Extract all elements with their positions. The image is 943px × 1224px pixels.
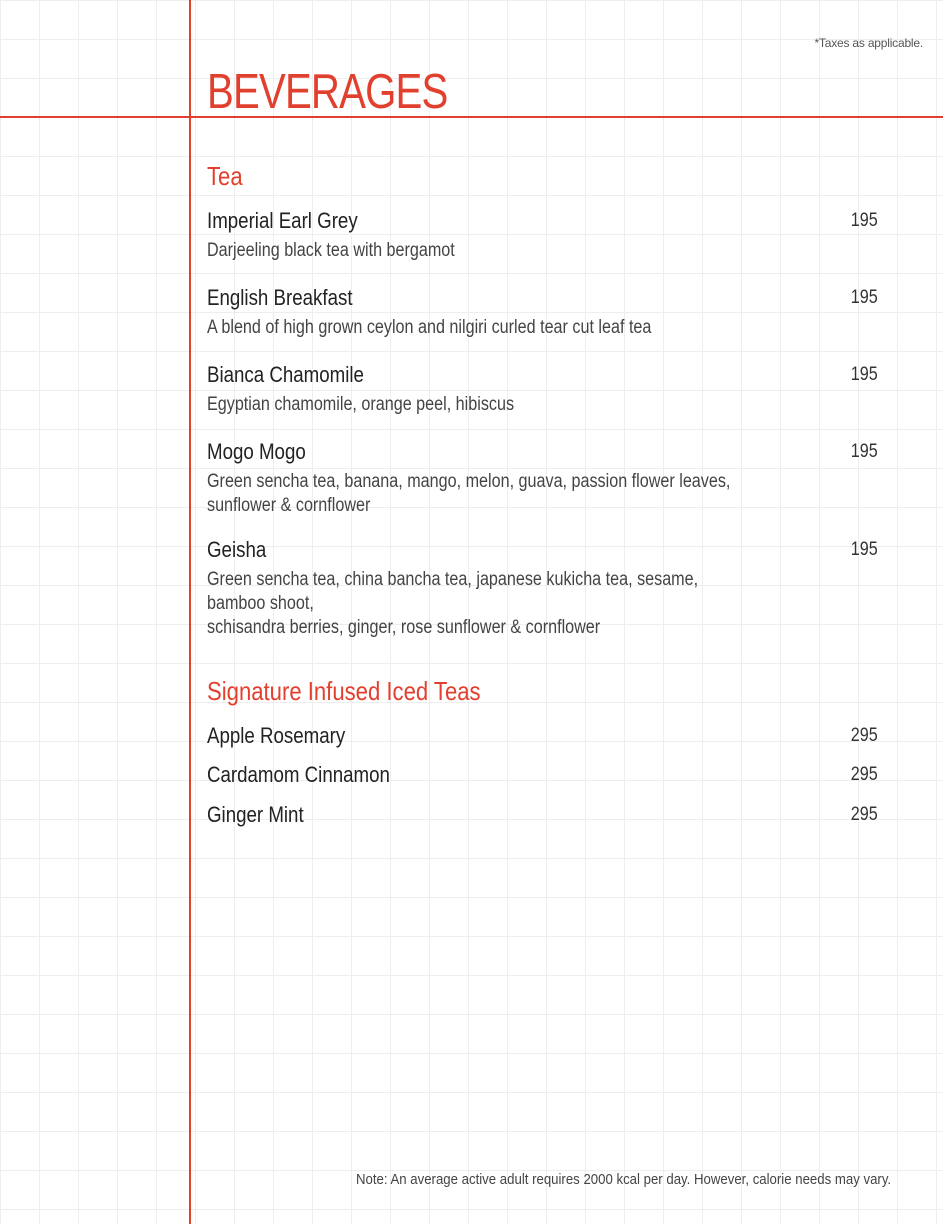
menu-item <box>207 361 878 417</box>
item-price: 295 <box>851 725 878 746</box>
section-tea <box>207 160 878 640</box>
item-name: Apple Rosemary <box>207 723 346 748</box>
item-description: Darjeeling black tea with bergamot <box>207 240 455 261</box>
page-title: BEVERAGES <box>207 65 448 119</box>
section-title: Signature Infused Iced Teas <box>207 676 481 706</box>
item-price: 195 <box>851 210 878 231</box>
item-price: 195 <box>851 364 878 385</box>
item-price: 295 <box>851 764 878 785</box>
item-name: Geisha <box>207 537 267 562</box>
item-price: 195 <box>851 441 878 462</box>
item-name: Imperial Earl Grey <box>207 208 358 233</box>
item-price: 195 <box>851 287 878 308</box>
margin-rule-horizontal <box>0 116 943 118</box>
item-name: Ginger Mint <box>207 802 304 827</box>
menu-item <box>207 761 878 789</box>
item-description: Green sencha tea, banana, mango, melon, guava, passion flower leaves, sunflower & cornflower <box>207 471 731 516</box>
calorie-note: Note: An average active adult requires 2000 kcal per day. However, calorie needs may vary. <box>355 1171 891 1188</box>
item-description: Green sencha tea, china bancha tea, japanese kukicha tea, sesame, bamboo shoot, schisandra berries, ginger, rose sunflower & cornflower <box>207 569 699 638</box>
item-name: English Breakfast <box>207 285 353 310</box>
item-price: 295 <box>851 804 878 825</box>
taxes-note: *Taxes as applicable. <box>814 36 923 50</box>
item-name: Cardamom Cinnamon <box>207 762 390 787</box>
item-description: Egyptian chamomile, orange peel, hibiscus <box>207 394 515 415</box>
item-description: A blend of high grown ceylon and nilgiri curled tear cut leaf tea <box>207 317 652 338</box>
menu-item <box>207 207 878 263</box>
section-iced-teas <box>207 675 878 829</box>
item-name: Bianca Chamomile <box>207 362 364 387</box>
menu-item <box>207 284 878 340</box>
menu-item <box>207 438 878 518</box>
item-name: Mogo Mogo <box>207 439 306 464</box>
section-title: Tea <box>207 161 243 191</box>
item-price: 195 <box>851 539 878 560</box>
menu-item <box>207 722 878 750</box>
menu-item <box>207 801 878 829</box>
margin-rule-vertical <box>189 0 191 1224</box>
menu-item <box>207 536 878 640</box>
